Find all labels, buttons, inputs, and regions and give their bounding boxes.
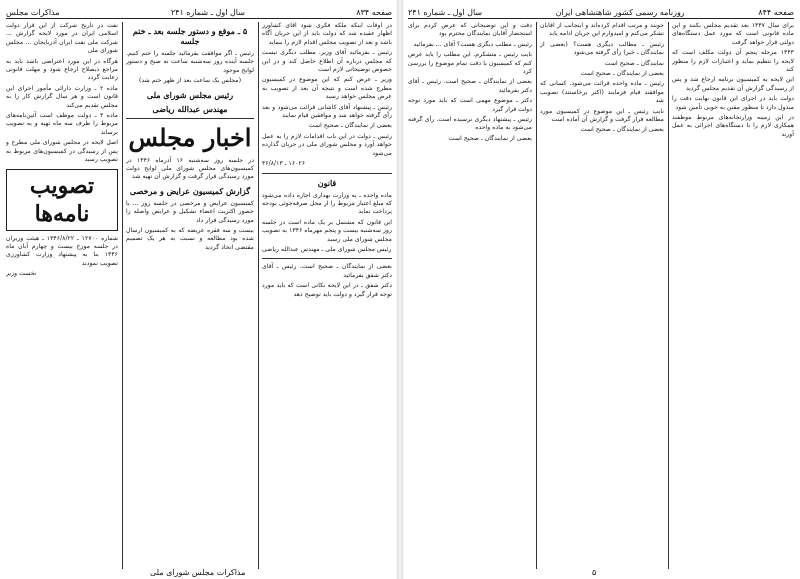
paragraph: رئیس ـ بفرمائید آقای وزیر. مطلب دیگری نیست که مجلس درباره آن اطلاع حاصل کند و در این خصوص توضیحاتی لازم است [262,49,392,74]
paragraph: خوبند و مرتب اقدام کرده‌اند و اینجانب از آقایان تشکر می‌کنم و امیدوارم این جریان ادامه یابد [540,22,664,38]
right-page-footer: ۵ [592,568,597,577]
left-page-volume: سال اول ـ شماره ۲۴۱ [170,7,245,17]
paragraph: بیست و سه فقره عریضه که به کمیسیون ارسال شده بود مطالعه و نسبت به هر یک تصمیم مقتضی اتخاذ گردید [126,227,254,251]
paragraph: نفت در تاریخ شرکت از این قرار دولت اسلامی ایران در مورد لایحه گزارش ... شرکت ملی نفت ایران آذربایجان ... مجلس شورای ملی [6,22,118,55]
left-page-column-3 [6,22,118,571]
divider [126,118,254,119]
paragraph: برای سال ۱۳۴۷ بعد تقدیم مجلس بکنند و این ماده قانونی است که مورد عمل دستگاه‌های دولتی قرار خواهد گرفت [672,22,794,46]
paragraph: رئیس ـ مطلب دیگری هست؟ آقای ... بفرمائید [413,40,532,48]
divider [262,173,392,174]
paragraph: ماده واحده ـ به وزارت بهداری اجازه داده می‌شود که مبلغ اعتبار مربوط را از محل صرفه‌جوئی بودجه پرداخت نماید [262,191,392,216]
paragraph: این قانون که مشتمل بر یک ماده است در جلسه روز سه‌شنبه بیست و پنجم مهرماه ۱۳۴۶ به تصویب مجلس شورای ملی رسید [262,218,392,243]
paragraph: ماده ۳ ـ دولت موظف است آئین‌نامه‌های مربوط را ظرف سه ماه تهیه و به تصویب برساند [6,112,118,136]
paragraph: رئیس ـ ماده واحده قرائت می‌شود. کسانی که موافقند قیام فرمایند (اکثر برخاستند) تصویب شد [540,80,664,105]
paragraph: رئیس ـ مطالب دیگری هست؟ (بعضی از نمایندگان ـ خیر) رأی گرفته می‌شود [540,40,664,57]
column-rule [536,22,537,569]
paragraph: دکتر ـ موضوع مهمی است که باید مورد توجه دولت قرار گیرد [408,97,532,113]
left-page-number: صفحه ۸۳۴ [356,7,392,17]
right-page-volume: سال اول ـ شماره ۲۴۱ [408,7,483,17]
left-page-section: مذاکرات مجلس [6,7,60,17]
signature-name: مهندس عبدالله ریاضی [152,103,228,114]
divider [262,258,392,259]
report-heading: گزارش کمیسیون عرایض و مرخصی [129,185,251,196]
paragraph: رئیس ـ دولت در این باب اقدامات لازم را به عمل خواهد آورد و مجلس شورای ملی در جریان گذارده می‌شود [262,132,392,157]
signature: نخست وزیر [6,270,37,278]
left-page-column-2 [126,22,254,571]
right-page-column-3 [408,22,532,571]
paragraph: دولت باید در اجرای این قانون نهایت دقت را مبذول دارد تا منظور مقنن به خوبی تأمین شود [672,95,794,111]
paragraph: رئیس ـ پیشنهاد آقای کاشانی قرائت می‌شود و بعد رأی گرفته خواهد شد و موافقین قیام نمایند [262,103,392,120]
paragraph: (مجلس یک ساعت بعد از ظهر ختم شد) [138,77,242,85]
paragraph: کمیسیون عرایض و مرخصی در جلسه روز ... با حضور اکثریت اعضاء تشکیل و عرایض واصله را مورد رسیدگی قرار داد [126,199,254,224]
paragraph: شماره ۱۲۷۰۰ ـ ۱۳۴۶/۸/۲۲ ـ هیئت وزیران در جلسه مورخ بیست و چهارم آبان ماه ۱۳۴۶ بنا به پیشنهاد وزارت کشاورزی تصویب نمودند [6,234,118,267]
paragraph: بعضی از نمایندگان ـ صحیح است [580,126,664,134]
section-heading: ۵ ـ موقع و دستور جلسه بعد ـ ختم جلسه [132,26,248,46]
signature-title: رئیس مجلس شورای ملی [146,89,234,100]
paragraph: بعضی از نمایندگان ـ صحیح است. رئیس ـ آقای دکتر بفرمائید [408,78,532,94]
paragraph: نایب رئیس ـ متشکرم. این مطلب را باید عرض کنم که کمیسیون با دقت تمام موضوع را بررسی کرد [408,51,532,76]
paragraph: بعضی از نمایندگان ـ صحیح است [308,122,392,130]
paragraph: رئیس ـ پیشنهاد دیگری نرسیده است. رأی گرفته می‌شود به ماده واحده [408,116,532,132]
paragraph: بعضی از نمایندگان ـ صحیح است [580,70,664,78]
left-page [0,0,398,579]
column-rule [258,22,259,569]
paragraph: بعضی از نمایندگان ـ صحیح است [448,134,532,142]
paragraph: ۱۳۴۳ مرحله پنجم آن دولت مکلف است که لایحه را تنظیم نماید و اعتبارات لازم را منظور کند [672,49,794,74]
law-heading: قانون [317,177,337,188]
paragraph: دکتر شفق ـ در این لایحه نکاتی است که باید مورد توجه قرار گیرد و دولت باید توضیح دهد [262,282,392,298]
majlis-news-masthead: اخبار مجلس [128,122,252,152]
column-rule [668,22,669,569]
date-line: ۱۶۰۲۶ ـ ۴۶/۸/۱۳ [262,160,306,168]
right-page-number: صفحه ۸۴۴ [758,7,794,17]
left-page-column-1 [262,22,392,571]
right-page-column-1 [672,22,794,571]
paragraph: نمایندگان ـ صحیح است [604,59,664,67]
paragraph: رئیس ـ اگر موافقت بفرمائید جلسه را ختم کنیم. جلسه آینده روز سه‌شنبه ساعت نه صبح و دستور لوایح موجود [126,50,254,74]
right-page [402,0,800,579]
paragraph: وزیر ـ عرض کنم که این موضوع در کمیسیون مطرح شده است و نتیجه آن بعد از تصویب به عرض مجلس خواهد رسید [262,76,392,101]
paragraph: نایب رئیس ـ این موضوع در کمیسیون مورد مطالعه قرار گرفت و گزارش آن آماده است [540,107,664,124]
paragraph: این لایحه به کمیسیون برنامه ارجاع شد و پس از رسیدگی گزارش آن تقدیم مجلس گردید [672,76,794,92]
approval-decrees-title: تصویب نامه‌ها [6,169,118,231]
right-page-header [408,6,794,19]
right-page-column-2 [540,22,664,571]
left-page-footer: مذاکرات مجلس شورای ملی [150,568,246,577]
paragraph: اصل لایحه در مجلس شورای ملی مطرح و پس از رسیدگی در کمیسیون‌های مربوط به تصویب رسید [6,139,118,164]
paragraph: در این زمینه وزارتخانه‌های مربوط موظفند همکاری لازم را با دستگاه‌های اجرائی به عمل آورند [672,114,794,138]
paragraph: در اوقات اینکه ملکه فکری شود آقای کشاورز اظهار عقیده شد که دولت باید از این جریان آگاه باشد و بعد از تصویب مجلس اقدام لازم را بنماید [262,22,392,46]
paragraph: ماده ۲ ـ وزارت دارائی مأمور اجرای این قانون است و هر سال گزارش کار را به مجلس تقدیم می‌کند [6,84,118,109]
paragraph: بعضی از نمایندگان ـ صحیح است. رئیس ـ آقای دکتر شفق بفرمائید [262,263,392,279]
left-page-header [6,6,392,19]
signature: رئیس مجلس شورای ملی ـ مهندس عبدالله ریاضی [262,245,392,253]
paragraph: دقت و این توضیحاتی که عرض کردم برای استحضار آقایان نمایندگان محترم بود [408,22,532,38]
right-page-newspaper-title: روزنامه رسمی کشور شاهنشاهی ایران [555,7,685,17]
column-rule [122,22,123,569]
paragraph: در جلسه روز سه‌شنبه ۱۶ آذرماه ۱۳۴۶ در کمیسیون‌های مجلس شورای ملی لوایح دولت مورد رسیدگی قرار گرفت و گزارش آن تهیه شد [126,156,254,181]
paragraph: هرگاه در این مورد اعتراضی باشد باید به مراجع ذیصلاح ارجاع شود و مهلت قانونی رعایت گردد [6,57,118,82]
